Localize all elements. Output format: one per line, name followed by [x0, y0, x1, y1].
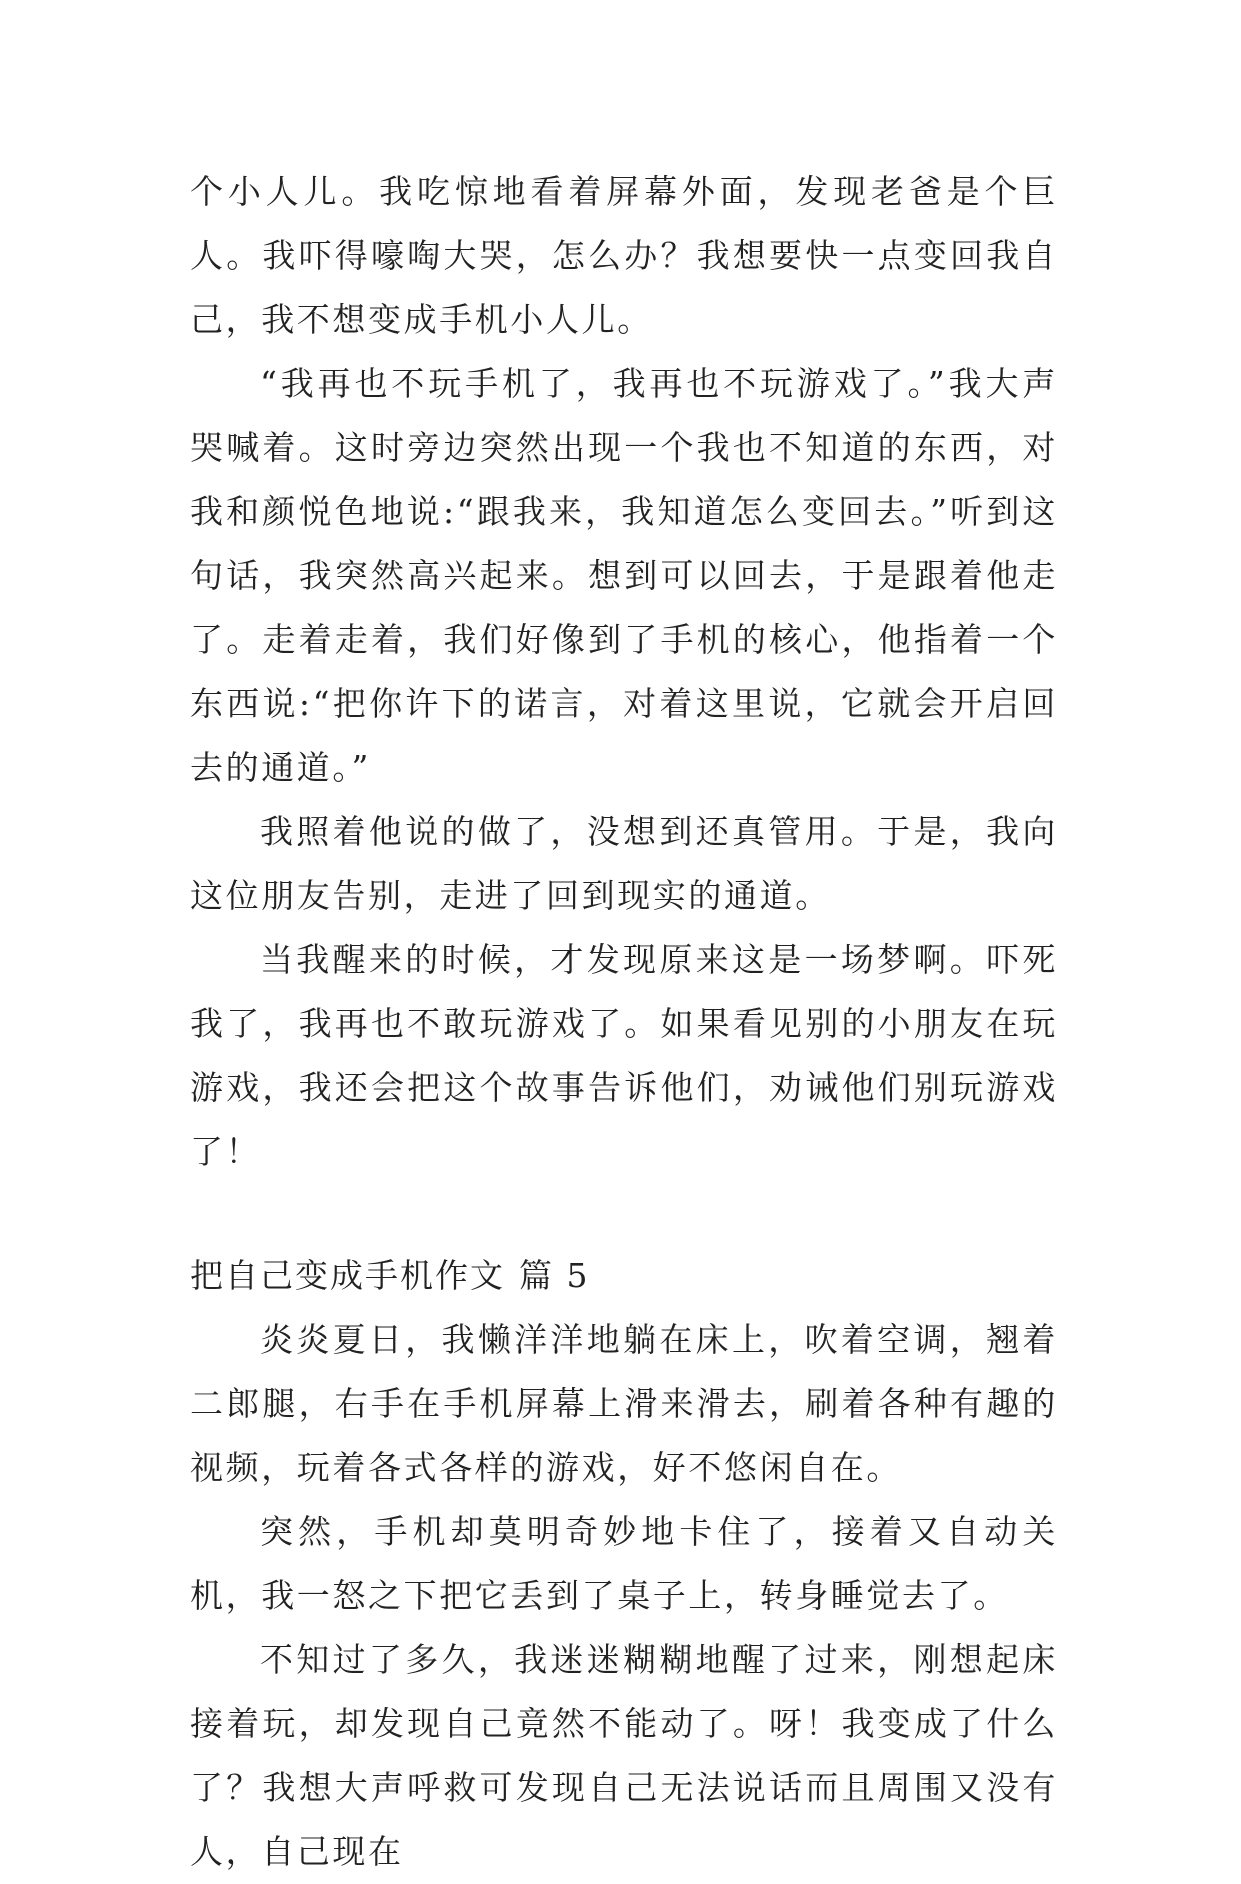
paragraph: 我照着他说的做了，没想到还真管用。于是，我向这位朋友告别，走进了回到现实的通道。	[190, 812, 1058, 915]
paragraph: 不知过了多久，我迷迷糊糊地醒了过来，刚想起床接着玩，却发现自己竟然不能动了。呀！我变成了什么了？我想大声呼救可发现自己无法说话而且周围又没有人，自己现在	[190, 1640, 1058, 1871]
document-body	[190, 160, 1058, 1884]
section-number: 篇 5	[519, 1256, 590, 1295]
paragraph: “我再也不玩手机了，我再也不玩游戏了。”我大声哭喊着。这时旁边突然出现一个我也不知道的东西，对我和颜悦色地说:“跟我来，我知道怎么变回去。”听到这句话，我突然高兴起来。想到可以回去，于是跟着他走了。走着走着，我们好像到了手机的核心，他指着一个东西说:“把你许下的诺言，对着这里说，它就会开启回去的通道。”	[190, 364, 1058, 787]
paragraph: 个小人儿。我吃惊地看着屏幕外面，发现老爸是个巨人。我吓得嚎啕大哭，怎么办？我想要快一点变回我自己，我不想变成手机小人儿。	[190, 172, 1058, 339]
paragraph: 当我醒来的时候，才发现原来这是一场梦啊。吓死我了，我再也不敢玩游戏了。如果看见别的小朋友在玩游戏，我还会把这个故事告诉他们，劝诫他们别玩游戏了！	[190, 940, 1058, 1171]
paragraph: 突然，手机却莫明奇妙地卡住了，接着又自动关机，我一怒之下把它丢到了桌子上，转身睡觉去了。	[190, 1512, 1058, 1615]
section-title: 把自己变成手机作文	[190, 1256, 505, 1295]
section-heading	[190, 1244, 1058, 1308]
paragraph: 炎炎夏日，我懒洋洋地躺在床上，吹着空调，翘着二郎腿，右手在手机屏幕上滑来滑去，刷着各种有趣的视频，玩着各式各样的游戏，好不悠闲自在。	[190, 1320, 1058, 1487]
